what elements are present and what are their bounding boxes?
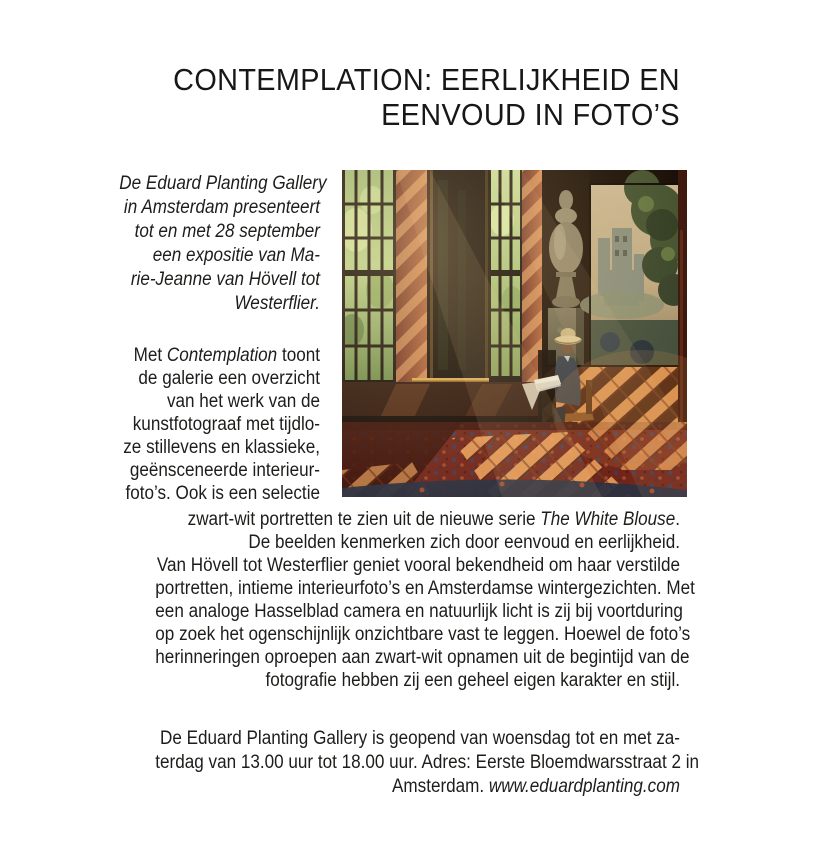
exhibition-photo-art <box>342 170 687 497</box>
intro-paragraph <box>97 172 327 316</box>
italic-segment: The White Blouse <box>540 509 676 530</box>
title-line-1: CONTEMPLATION: EERLIJKHEID EN <box>173 62 680 97</box>
italic-segment: Contemplation <box>166 345 278 366</box>
intro-line: een expositie van Ma- <box>152 245 320 266</box>
column-line: ze stillevens en klassieke, <box>123 437 321 458</box>
body-line <box>155 508 680 531</box>
text-segment: Amsterdam. <box>392 776 489 797</box>
text-segment: zwart-wit portretten te zien uit de nieuwe serie <box>187 509 541 530</box>
intro-line: tot en met 28 september <box>134 221 320 242</box>
info-line: De Eduard Planting Gallery is geopend van woensdag tot en met za- <box>160 728 680 749</box>
body-line: een analoge Hasselblad camera en natuurlijk licht is zij bij voortduring <box>155 601 683 622</box>
intro-line: rie-Jeanne van Hövell tot <box>130 269 320 290</box>
column-line: kunstfotograaf met tijdlo- <box>132 414 320 435</box>
exhibition-photo <box>342 170 687 497</box>
body-paragraph <box>97 508 695 692</box>
article-title <box>97 62 680 132</box>
column-line: foto’s. Ook is een selectie <box>125 483 320 504</box>
intro-line: in Amsterdam presenteert <box>123 197 320 218</box>
column-line: de galerie een overzicht <box>138 368 320 389</box>
intro-line: De Eduard Planting Gallery <box>119 173 327 194</box>
gallery-info-paragraph <box>97 727 700 799</box>
light-beams <box>342 170 687 497</box>
body-line: herinneringen oproepen aan zwart-wit opnamen uit de begintijd van de <box>155 647 690 668</box>
column-line: van het werk van de <box>166 391 320 412</box>
column-line: geënsceneerde interieur- <box>129 460 320 481</box>
body-line: portretten, intieme interieurfoto’s en Amsterdamse wintergezichten. Met <box>155 578 695 599</box>
text-segment: . <box>675 509 680 530</box>
body-line: op zoek het ogenschijnlijk onzichtbare vast te leggen. Hoewel de foto’s <box>155 624 691 645</box>
body-line: Van Hövell tot Westerflier geniet vooral bekendheid om haar verstilde <box>156 555 681 576</box>
column-line <box>119 344 320 367</box>
column-paragraph <box>97 344 320 505</box>
text-segment: Met <box>133 345 167 366</box>
info-line: terdag van 13.00 uur tot 18.00 uur. Adres: Eerste Bloemdwarsstraat 2 in <box>155 752 700 773</box>
body-line: De beelden kenmerken zich door eenvoud en eerlijkheid. <box>248 532 680 553</box>
body-line: fotografie hebben zij een geheel eigen karakter en stijl. <box>265 670 680 691</box>
website-url: www.eduardplanting.com <box>488 776 680 797</box>
text-segment: toont <box>277 345 320 366</box>
intro-line: Westerflier. <box>234 293 320 314</box>
title-line-2: EENVOUD IN FOTO’S <box>381 97 680 132</box>
info-line <box>155 775 680 799</box>
